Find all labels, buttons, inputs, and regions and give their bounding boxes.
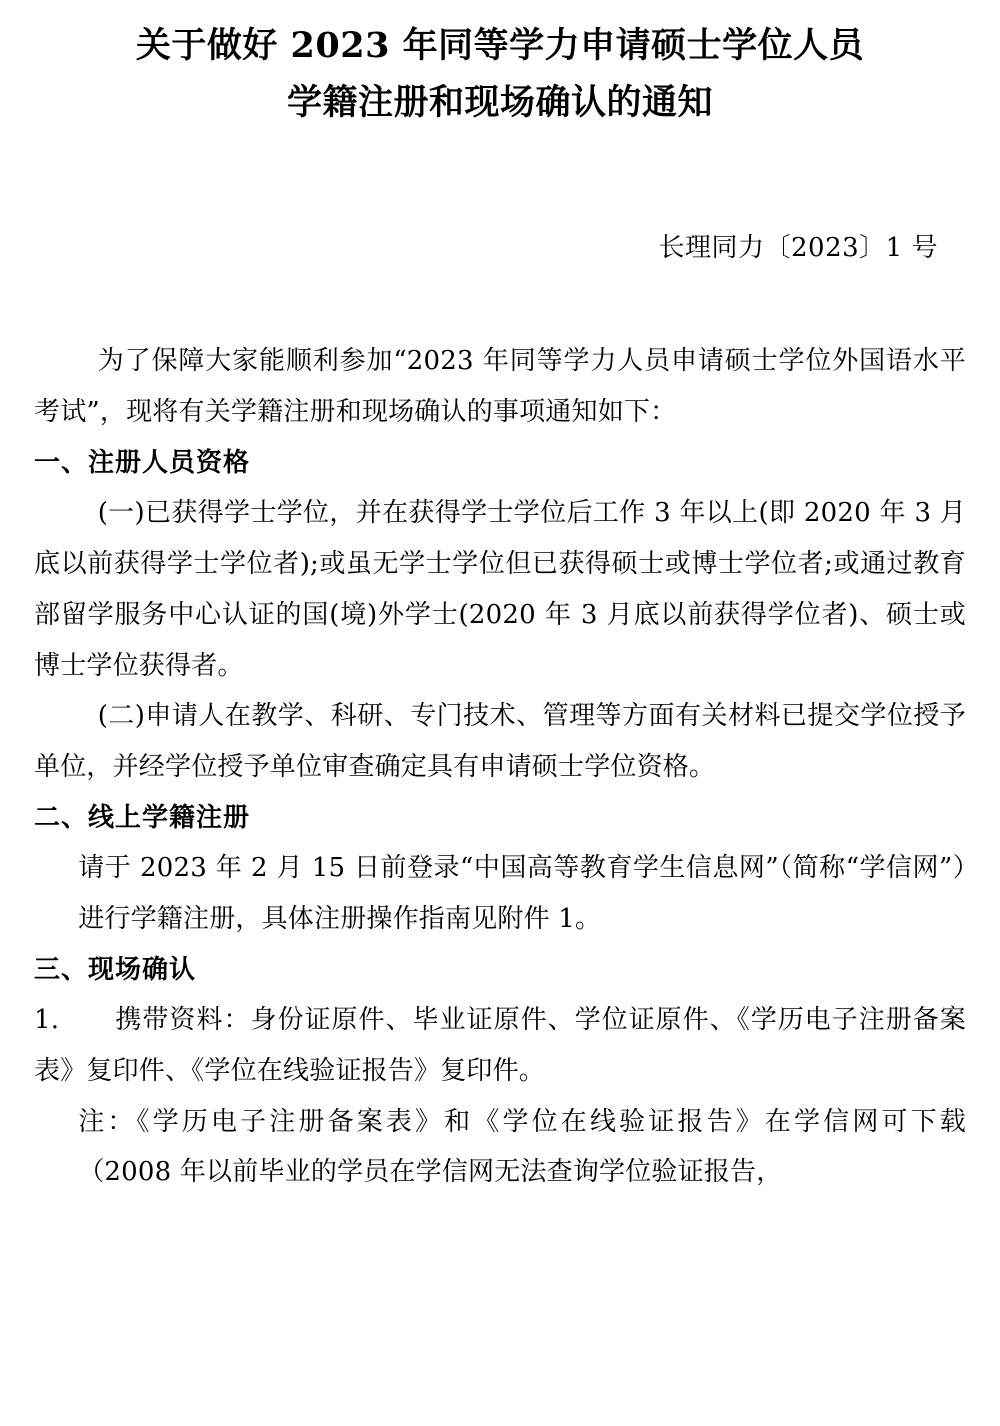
page-title-line-1: 关于做好 2023 年同等学力申请硕士学位人员 xyxy=(135,25,865,66)
intro-paragraph: 为了保障大家能顺利参加“2023 年同等学力人员申请硕士学位外国语水平考试”，现将有关学籍注册和现场确认的事项通知如下： xyxy=(34,346,966,428)
section-heading-1: 一、注册人员资格 xyxy=(34,447,251,478)
section-3-note: 注：《学历电子注册备案表》和《学位在线验证报告》在学信网可下载（2008 年以前毕业的学员在学信网无法查询学位验证报告， xyxy=(78,1106,966,1188)
section-2-paragraph-1: 请于 2023 年 2 月 15 日前登录“中国高等教育学生信息网”（简称“学信网”）进行学籍注册，具体注册操作指南见附件 1。 xyxy=(78,853,966,934)
page-title-line-2: 学籍注册和现场确认的通知 xyxy=(286,81,713,123)
section-heading-2: 二、线上学籍注册 xyxy=(34,802,251,833)
section-3-list-item-1 xyxy=(34,995,966,1096)
page-title xyxy=(34,18,966,131)
document-number: 长理同力〔2023〕1 号 xyxy=(658,233,938,264)
section-1-paragraph-1: (一)已获得学士学位，并在获得学士学位后工作 3 年以上(即 2020 年 3 月底以前获得学士学位者);或虽无学士学位但已获得硕士或博士学位者;或通过教育部留学服务中心认证的国(境)外学士(2020 年 3 月底以前获得学位者)、硕士或博士学位获得者。 xyxy=(34,498,966,681)
list-item-number: 1. xyxy=(34,1005,60,1036)
document-body xyxy=(34,336,966,1198)
list-item-text: 携带资料：身份证原件、毕业证原件、学位证原件、《学历电子注册备案表》复印件、《学位在线验证报告》复印件。 xyxy=(34,1005,966,1086)
section-1-paragraph-2: (二)申请人在教学、科研、专门技术、管理等方面有关材料已提交学位授予单位，并经学位授予单位审查确定具有申请硕士学位资格。 xyxy=(34,701,966,782)
section-heading-3: 三、现场确认 xyxy=(34,954,197,985)
